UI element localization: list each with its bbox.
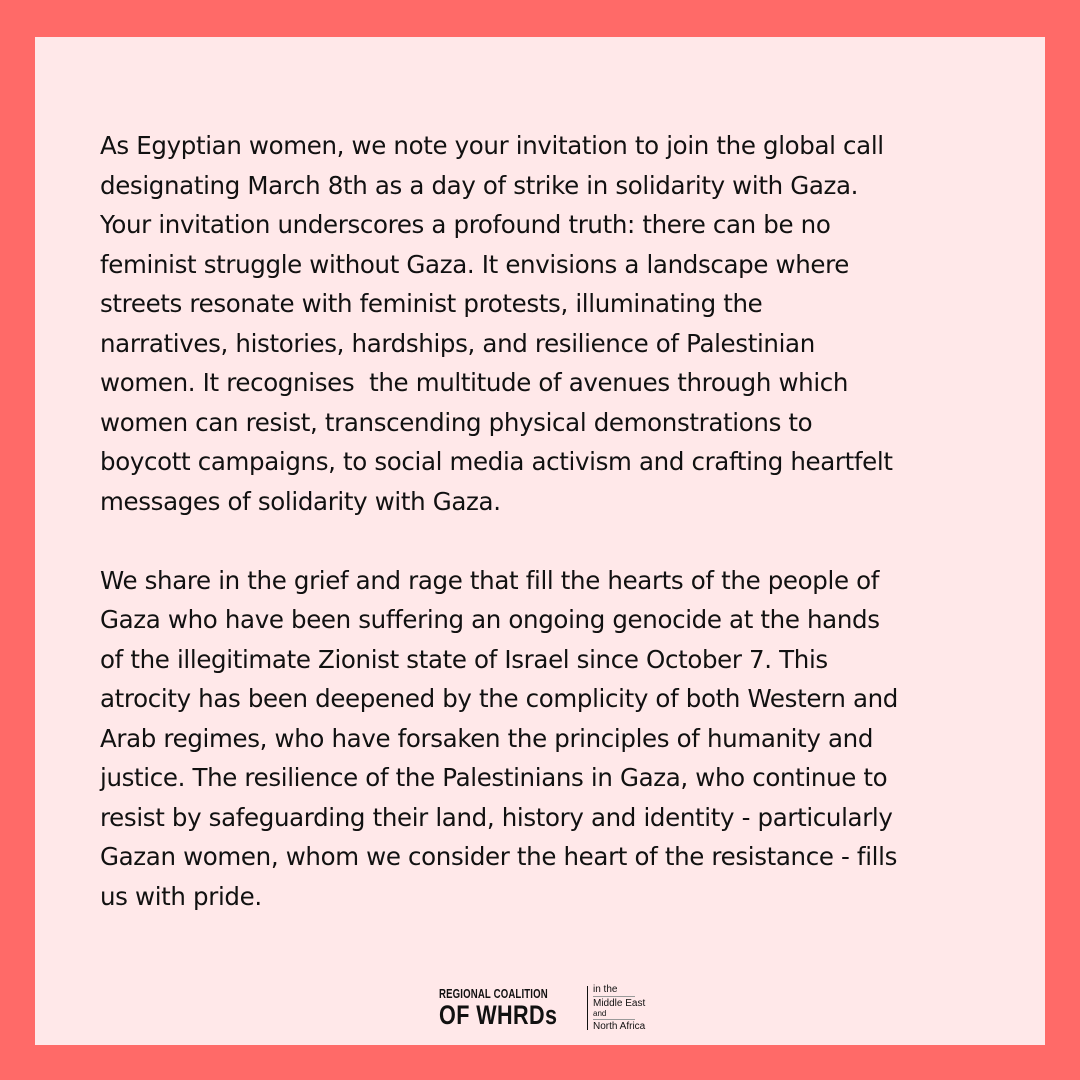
text-line: As Egyptian women, we note your invitation to join the global call <box>100 131 884 160</box>
statement-paragraph-1 <box>100 126 1025 521</box>
coalition-logo <box>439 983 645 1033</box>
logo-rule <box>593 996 635 997</box>
text-line: us with pride. <box>100 881 262 911</box>
text-line: designating March 8th as a day of strike in solidarity with Gaza. <box>100 170 859 200</box>
statement-text <box>100 126 1025 916</box>
statement-panel <box>35 37 1045 1045</box>
text-line: messages of solidarity with Gaza. <box>100 486 501 516</box>
text-line: Gazan women, whom we consider the heart of the resistance - fills <box>100 842 897 871</box>
text-line: justice. The resilience of the Palestinians in Gaza, who continue to <box>100 763 888 792</box>
text-line: narratives, histories, hardships, and resilience of Palestinian <box>100 328 815 358</box>
text-line: Your invitation underscores a profound truth: there can be no <box>100 210 831 239</box>
logo-line-1: REGIONAL COALITION <box>439 986 548 1001</box>
text-line: of the illegitimate Zionist state of Israel since October 7. This <box>100 644 828 674</box>
logo-divider <box>587 986 588 1030</box>
text-line: Arab regimes, who have forsaken the principles of humanity and <box>100 723 874 753</box>
text-line: women. It recognises the multitude of avenues through which <box>100 368 849 397</box>
text-line: Gaza who have been suffering an ongoing genocide at the hands <box>100 605 880 634</box>
text-line: women can resist, transcending physical demonstrations to <box>100 407 813 437</box>
logo-region-middle-east: Middle East <box>593 998 646 1009</box>
logo-region <box>593 984 645 1032</box>
logo-region-north-africa: North Africa <box>593 1021 646 1032</box>
logo-rule <box>593 1019 635 1020</box>
logo-wordmark <box>439 987 587 1029</box>
text-line: We share in the grief and rage that fill the hearts of the people of <box>100 565 880 595</box>
text-line: atrocity has been deepened by the complicity of both Western and <box>100 684 899 713</box>
logo-line-2: OF WHRDs <box>439 1000 558 1030</box>
statement-paragraph-2 <box>100 561 1025 917</box>
text-line: streets resonate with feminist protests, illuminating the <box>100 289 763 318</box>
text-line: resist by safeguarding their land, history and identity - particularly <box>100 802 893 832</box>
text-line: feminist struggle without Gaza. It envisions a landscape where <box>100 249 850 279</box>
logo-region-and: and <box>593 1009 607 1018</box>
logo-region-in-the: in the <box>593 984 618 995</box>
text-line: boycott campaigns, to social media activism and crafting heartfelt <box>100 447 893 476</box>
